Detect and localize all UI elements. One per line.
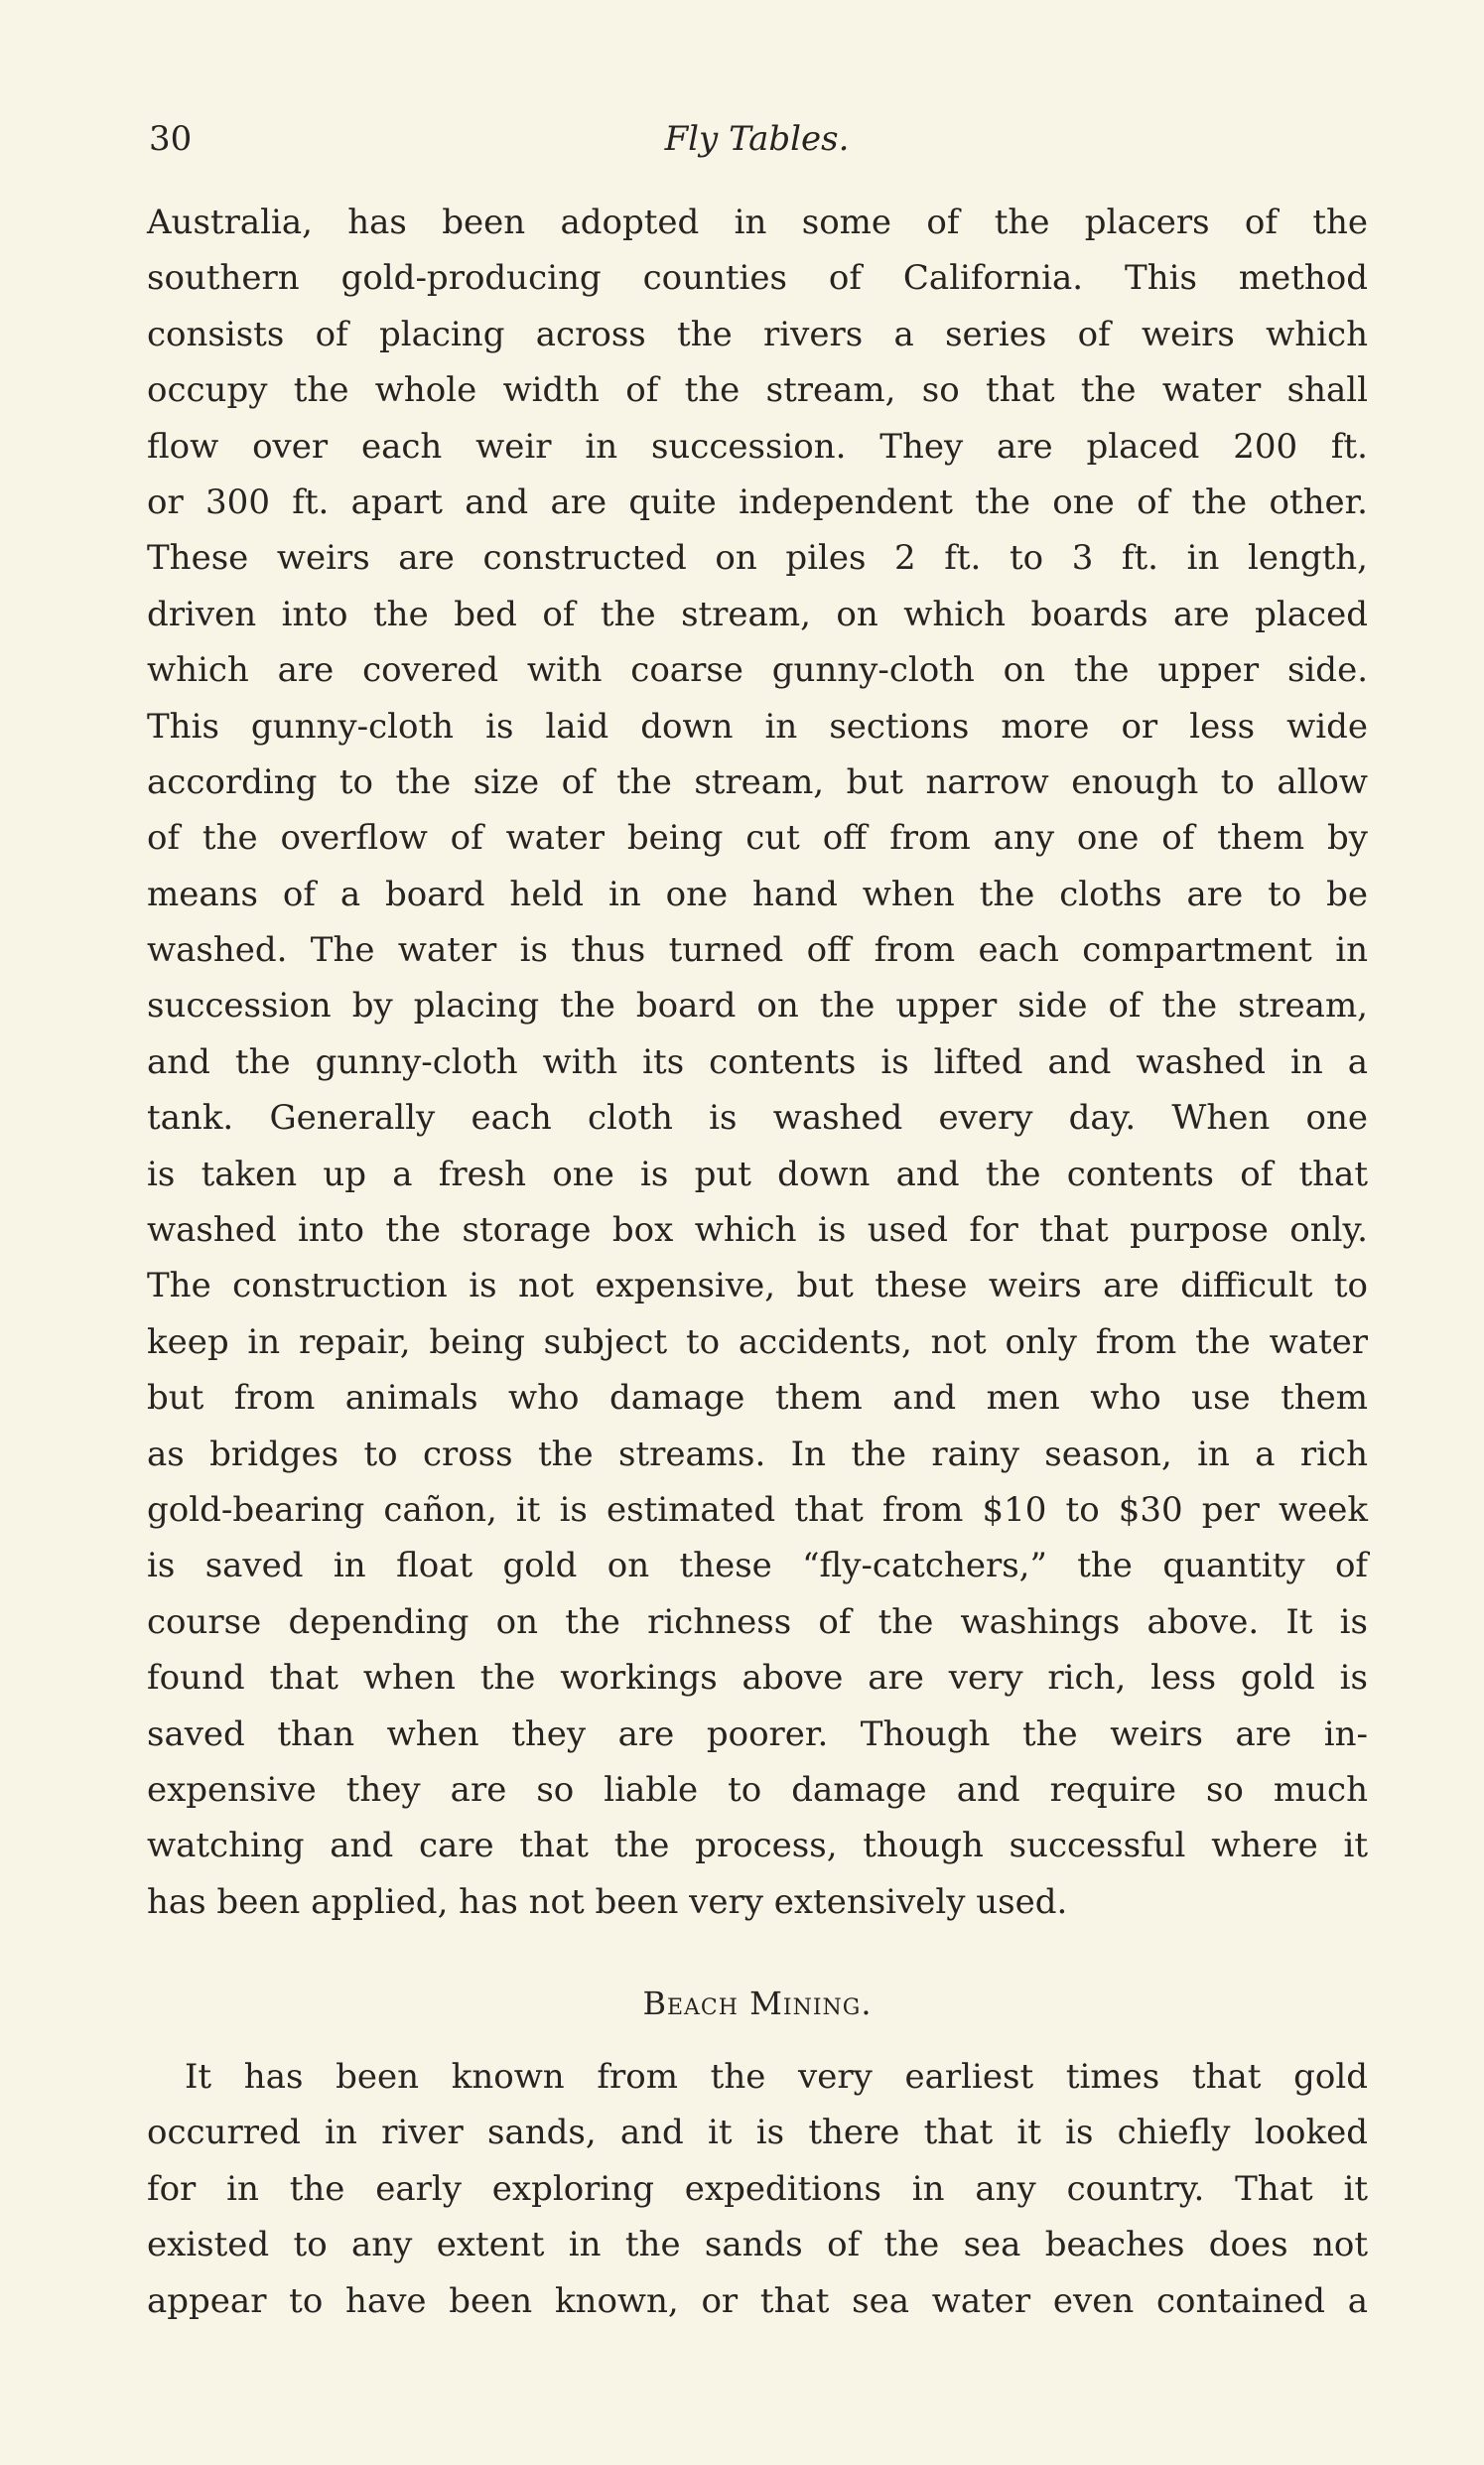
text-line: for in the early exploring expeditions in any country. That it — [147, 2168, 1368, 2209]
text-line: driven into the bed of the stream, on which boards are placed — [147, 594, 1368, 634]
text-line: but from animals who damage them and men who use them — [147, 1378, 1368, 1419]
text-line: occupy the whole width of the stream, so that the water shall — [147, 370, 1368, 411]
paragraph-fly-tables — [147, 195, 1368, 1930]
text-line: means of a board held in one hand when the cloths are to be — [147, 874, 1368, 914]
text-line: The construction is not expensive, but these weirs are difficult to — [147, 1266, 1368, 1306]
text-line: or 300 ft. apart and are quite independent the one of the other. — [147, 481, 1368, 522]
section-heading: Beach Mining. — [642, 1985, 873, 2022]
text-line: It has been known from the very earliest times that gold — [185, 2057, 1368, 2097]
text-line: found that when the workings above are very rich, less gold is — [147, 1658, 1368, 1699]
text-line: is taken up a fresh one is put down and the contents of that — [147, 1154, 1368, 1194]
text-line: course depending on the richness of the washings above. It is — [147, 1601, 1368, 1642]
text-line: as bridges to cross the streams. In the rainy season, in a rich — [147, 1434, 1368, 1474]
text-line: consists of placing across the rivers a series of weirs which — [147, 314, 1368, 354]
text-line: which are covered with coarse gunny-cloth on the upper side. — [147, 650, 1368, 691]
text-line: These weirs are constructed on piles 2 ft. to 3 ft. in length, — [147, 538, 1368, 579]
text-line: tank. Generally each cloth is washed every day. When one — [147, 1098, 1368, 1139]
running-title: Fly Tables. — [664, 119, 850, 159]
text-line: watching and care that the process, though successful where it — [147, 1826, 1368, 1866]
text-line: expensive they are so liable to damage and require so much — [147, 1769, 1368, 1810]
text-line: This gunny-cloth is laid down in sections more or less wide — [147, 706, 1368, 747]
text-line: flow over each weir in succession. They are placed 200 ft. — [147, 426, 1368, 467]
text-line: saved than when they are poorer. Though the weirs are in- — [147, 1713, 1368, 1754]
text-line: of the overflow of water being cut off from any one of them by — [147, 818, 1368, 859]
text-line: gold-bearing cañon, it is estimated that from $10 to $30 per week — [147, 1489, 1368, 1530]
paragraph-beach-mining — [147, 2049, 1368, 2329]
page-number: 30 — [149, 119, 193, 159]
text-line: succession by placing the board on the upper side of the stream, — [147, 986, 1368, 1027]
text-line: occurred in river sands, and it is there that it is chiefly looked — [147, 2113, 1368, 2153]
text-line: existed to any extent in the sands of the sea beaches does not — [147, 2225, 1368, 2265]
text-line: according to the size of the stream, but narrow enough to allow — [147, 761, 1368, 802]
text-line: appear to have been known, or that sea water even contained a — [147, 2280, 1368, 2321]
text-line: Australia, has been adopted in some of the placers of the — [147, 203, 1368, 242]
text-line: has been applied, has not been very extensively used. — [147, 1881, 1068, 1922]
text-line: southern gold-producing counties of California. This method — [147, 258, 1368, 299]
text-line: washed. The water is thus turned off from each compartment in — [147, 930, 1368, 971]
text-line: keep in repair, being subject to accidents, not only from the water — [147, 1321, 1368, 1362]
text-line: and the gunny-cloth with its contents is lifted and washed in a — [147, 1041, 1368, 1082]
text-line: washed into the storage box which is used for that purpose only. — [147, 1210, 1368, 1251]
text-line: is saved in float gold on these “fly-catchers,” the quantity of — [147, 1546, 1368, 1586]
running-head — [149, 111, 1365, 167]
